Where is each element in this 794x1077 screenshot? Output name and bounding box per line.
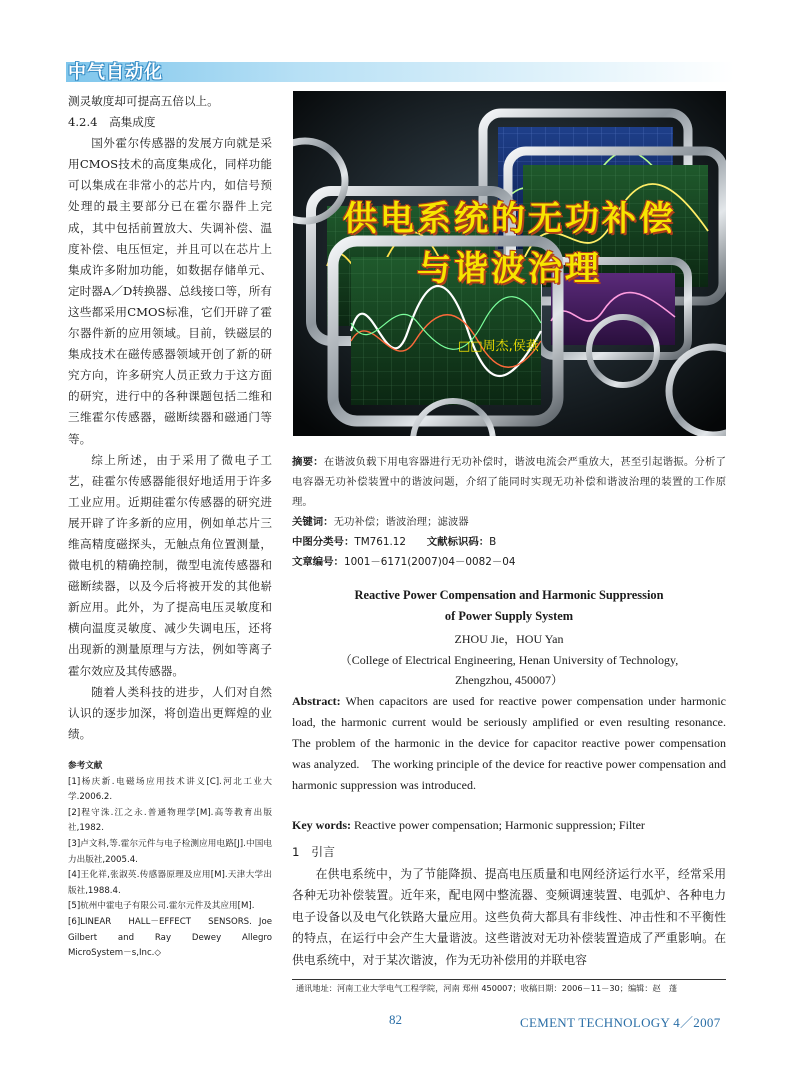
page-number: 82 [389,1012,402,1027]
left-paragraph-4: 随着人类科技的进步，人们对自然认识的逐步加深，将创造出更辉煌的业绩。 [68,684,272,741]
article-title-cn-line1: 供电系统的无功补偿 [343,199,676,239]
english-abstract [292,691,739,796]
english-keywords-label: Key words: [292,818,351,832]
english-title-line1: Reactive Power Compensation and Harmonic Suppression [354,588,664,602]
english-authors: ZHOU Jie，HOU Yan [454,632,564,646]
abstract-cn-label: 摘要： [292,456,324,468]
clc-label: 中图分类号： [292,536,355,548]
abstract-cn-text: 在谐波负载下用电容器进行无功补偿时，谐波电流会严重放大，甚至引起谐振。分析了电容器无功补偿装置中的谐波问题，介绍了能同时实现无功补偿和谐波治理的装置的工作原理。 [292,456,727,508]
keywords-cn-text: 无功补偿；谐波治理；滤波器 [333,516,469,528]
clc-value: TM761.12 [354,536,407,548]
header-band [66,62,734,82]
references-heading: 参考文献 [68,761,103,771]
doc-code-label: 文献标识码： [426,536,490,548]
left-column-text [68,91,272,745]
abstract-cn [292,452,726,572]
english-keywords-text: Reactive power compensation; Harmonic suppression; Filter [354,818,645,832]
reference-item: [5]杭州中霍电子有限公司.霍尔元件及其应用[M]. [68,901,255,912]
journal-footer: CEMENT TECHNOLOGY 4／2007 [520,1015,721,1030]
reference-item: [1]杨庆新.电磁场应用技术讲义[C].河北工业大学.2006.2. [68,776,272,803]
footnote-divider [292,979,726,980]
reference-item: [2]程守洙.江之永.普通物理学[M].高等教育出版社,1982. [68,807,272,834]
article-title-cn-line2: 与谐波治理 [417,249,602,289]
hero-illustration [293,91,726,436]
footnote: 通讯地址：河南工业大学电气工程学院，河南 郑州 450007；收稿日期：2006－11－30；编辑：赵 蓬 [296,983,678,993]
english-affiliation-line1: （College of Electrical Engineering, Henan University of Technology, [339,653,679,667]
journal-header-title: 中气自动化 [68,62,163,83]
english-affiliation-line2: Zhengzhou, 450007） [455,673,563,687]
reference-item: [6]LINEAR HALL－EFFECT SENSORS. Joe Gilbert and Ray Dewey Allegro MicroSystem－s,Inc.◇ [68,916,281,959]
english-keywords [292,818,726,833]
doc-code-value: B [489,536,497,548]
english-title-line2: of Power Supply System [444,609,574,623]
intro-paragraph: 在供电系统中，为了节能降损、提高电压质量和电网经济运行水平，经常采用各种无功补偿装置。近年来，配电网中整流器、变频调速装置、电弧炉、各种电力电子设备以及电气化铁路大量应用。这些负荷大都具有非线性、冲击性和不平衡性的特点，在运行中会产生大量谐波。这些谐波对无功补偿装置造成了严重影响。在供电系统中，对于某次谐波，作为无功补偿用的并联电容 [292,866,726,967]
intro-heading: 1 引言 [292,845,335,859]
left-paragraph-3: 综上所述，由于采用了微电子工艺，硅霍尔传感器能很好地适用于许多工业应用。近期硅霍尔传感器的研究进展开辟了许多新的应用，例如单芯片三维高精度磁探头，无触点角位置测量，微电机的精确控制，微型电流传感器和磁断续器，以及今后将被开发的其他崭新应用。此外，为了提高电压灵敏度和横向温度灵敏度、减少失调电压，还将出现新的测量原理与方法，例如等离子霍尔效应及其传感器。 [68,452,272,678]
article-number-value: 1001－6171(2007)04－0082－04 [343,556,516,568]
left-paragraph-0: 测灵敏度却可提高五倍以上。 [68,94,219,108]
english-abstract-text: When capacitors are used for reactive power compensation under harmonic load, the harmonic current would be seriously amplified or even resulting resonance. The problem of the harmonic in the device for capacitor reactive power compensation was analyzed. The working principle of the device for reactive power compensation and harmonic suppression was introduced. [292,694,739,792]
introduction [292,842,726,971]
reference-item: [3]卢文科,等.霍尔元件与电子检测应用电路[J].中国电力出版社,2005.4. [68,838,272,865]
article-number-label: 文章编号： [292,556,344,568]
article-authors-cn: □□周杰,侯燕 [458,339,539,354]
left-paragraph-2: 国外霍尔传感器的发展方向就是采用CMOS技术的高度集成化，同样功能可以集成在非常小的芯片内，如信号预处理的最主要部分已在霍尔器件上完成，其中包括前置放大、失调补偿、温度补偿、电压恒定，并且可以在芯片上集成许多附加功能，如数据存储单元、定时器A／D转换器、总线接口等，所有这些都采用CMOS标准，它们开辟了霍尔器件新的应用领域。目前，铁磁层的集成技术在磁传感器领域开创了新的研究方向，许多研究人员正致力于这方面的研究，进行中的各种课题包括二维和三维霍尔传感器，磁断续器和磁通门等等。 [68,136,272,446]
left-section-heading: 4.2.4 高集成度 [68,115,156,130]
keywords-cn-label: 关键词： [292,516,334,528]
reference-item: [4]王化祥,张淑英.传感器原理及应用[M].天津大学出版社,1988.4. [68,870,272,896]
references [68,759,281,962]
english-abstract-label: Abstract: [292,694,341,708]
